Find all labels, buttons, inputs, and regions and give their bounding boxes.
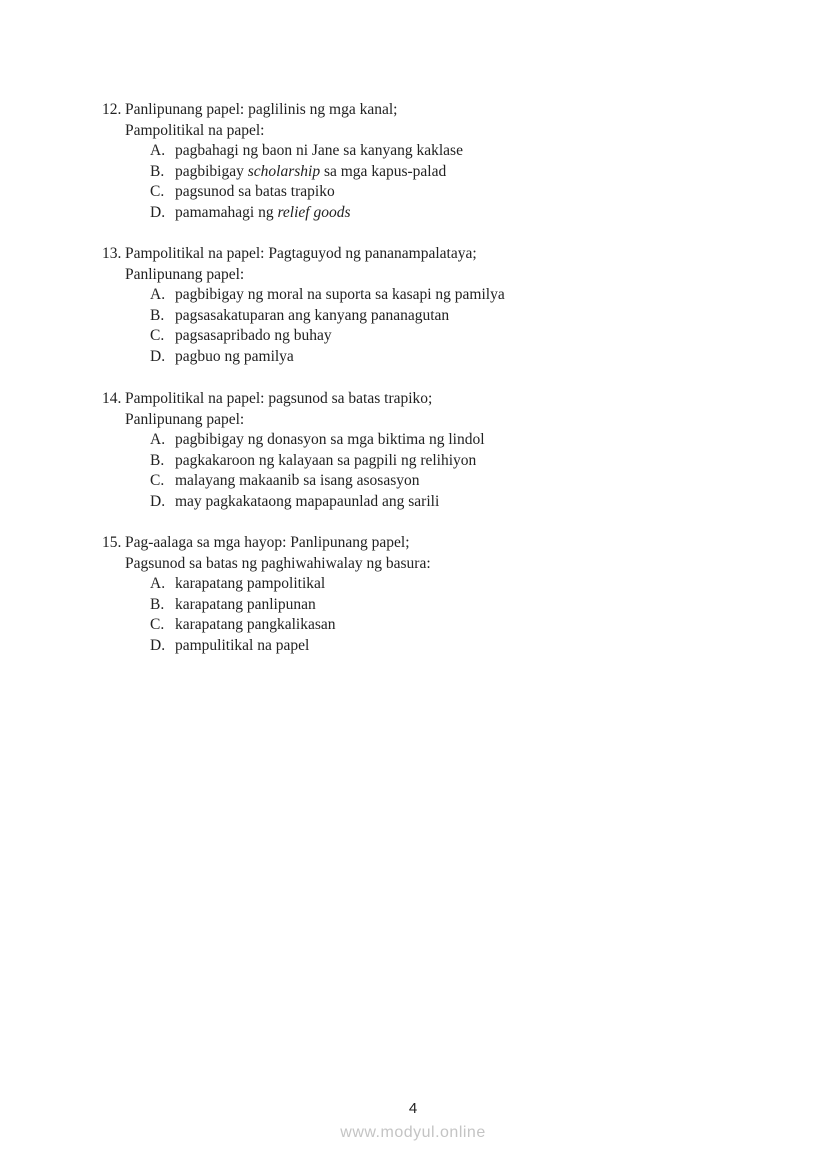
option-text-part: pampulitikal na papel <box>175 636 310 654</box>
option-text <box>175 636 309 657</box>
option-text <box>175 451 476 472</box>
option-text-part: pagsunod sa batas trapiko <box>175 183 335 201</box>
question-stem-line <box>0 265 826 286</box>
option-text <box>175 595 316 616</box>
option-italic-term: scholarship <box>247 162 321 180</box>
option-text-part: pagsasakatuparan ang kanyang pananagutan <box>175 306 450 324</box>
answer-option <box>0 141 826 162</box>
option-letter: A. <box>150 575 166 593</box>
question-13 <box>0 244 826 368</box>
question-stem-line <box>0 244 826 265</box>
option-text-part: malayang makaanib sa isang asosasyon <box>175 472 420 490</box>
question-stem-text: Pagsunod sa batas ng paghiwahiwalay ng basura: <box>125 554 431 572</box>
option-text-part: pagbuo ng pamilya <box>175 347 294 365</box>
question-number: 14. <box>102 390 122 407</box>
answer-option <box>0 595 826 616</box>
option-text <box>175 574 325 595</box>
question-15 <box>0 533 826 657</box>
option-letter: A. <box>150 142 166 160</box>
option-letter: B. <box>150 162 165 180</box>
option-text <box>175 492 439 513</box>
question-stem-line <box>0 410 826 431</box>
option-text <box>175 430 485 451</box>
option-text <box>175 347 294 368</box>
question-number: 12. <box>102 101 122 118</box>
page-number: 4 <box>408 1100 418 1117</box>
option-letter: D. <box>150 203 166 221</box>
option-text-part: pagsasapribado ng buhay <box>175 327 332 345</box>
answer-option <box>0 471 826 492</box>
option-text <box>175 182 335 203</box>
question-stem-text: Pampolitikal na papel: pagsunod sa batas trapiko; <box>125 390 433 407</box>
question-stem-text: Panlipunang papel: paglilinis ng mga kanal; <box>125 101 398 118</box>
option-text-part: pamamahagi ng <box>175 203 278 221</box>
watermark: www.modyul.online <box>340 1124 486 1141</box>
option-letter: B. <box>150 306 165 324</box>
answer-option <box>0 574 826 595</box>
question-stem-line <box>0 554 826 575</box>
question-stem-line <box>0 533 826 554</box>
answer-option <box>0 203 826 224</box>
question-number: 13. <box>102 245 122 262</box>
option-text <box>175 471 420 492</box>
answer-option <box>0 326 826 347</box>
option-text <box>175 306 449 327</box>
question-14 <box>0 389 826 513</box>
question-stem-text: Pag-aalaga sa mga hayop: Panlipunang papel; <box>125 534 410 551</box>
answer-option <box>0 162 826 183</box>
option-text-part: pagbibigay <box>175 162 248 180</box>
option-text-part: karapatang panlipunan <box>175 595 316 613</box>
option-letter: D. <box>150 636 166 654</box>
option-text-part: pagkakaroon ng kalayaan sa pagpili ng relihiyon <box>175 451 477 469</box>
answer-option <box>0 285 826 306</box>
option-letter: A. <box>150 431 166 449</box>
option-text-part: may pagkakataong mapapaunlad ang sarili <box>175 492 440 510</box>
option-text-part: pagbibigay ng donasyon sa mga biktima ng lindol <box>175 431 485 449</box>
answer-option <box>0 615 826 636</box>
question-stem-text: Panlipunang papel: <box>125 265 245 283</box>
option-text <box>175 141 463 162</box>
answer-option <box>0 347 826 368</box>
option-letter: A. <box>150 286 166 304</box>
option-italic-term: relief goods <box>277 203 351 221</box>
option-text-part: karapatang pangkalikasan <box>175 616 336 634</box>
option-letter: C. <box>150 183 165 201</box>
answer-option <box>0 492 826 513</box>
question-12 <box>0 100 826 224</box>
question-stem-line <box>0 389 826 410</box>
question-stem-line <box>0 121 826 142</box>
option-text-part: pagbibigay ng moral na suporta sa kasapi ng pamilya <box>175 286 505 304</box>
answer-option <box>0 636 826 657</box>
option-letter: C. <box>150 327 165 345</box>
option-text <box>175 615 336 636</box>
question-stem-text: Panlipunang papel: <box>125 410 245 428</box>
option-text-part: karapatang pampolitikal <box>175 575 326 593</box>
answer-option <box>0 306 826 327</box>
option-letter: B. <box>150 451 165 469</box>
option-letter: C. <box>150 616 165 634</box>
question-stem-text: Pampolitikal na papel: <box>125 121 265 139</box>
answer-option <box>0 430 826 451</box>
option-text <box>175 203 351 224</box>
option-text <box>175 326 332 347</box>
answer-option <box>0 182 826 203</box>
option-text-part: sa mga kapus-palad <box>320 162 447 180</box>
question-stem-line <box>0 100 826 121</box>
question-stem-text: Pampolitikal na papel: Pagtaguyod ng pananampalataya; <box>125 245 477 262</box>
option-letter: C. <box>150 472 165 490</box>
question-number: 15. <box>102 534 122 551</box>
option-text <box>175 285 505 306</box>
option-letter: D. <box>150 347 166 365</box>
option-text-part: pagbahagi ng baon ni Jane sa kanyang kaklase <box>175 142 463 160</box>
option-letter: D. <box>150 492 166 510</box>
answer-option <box>0 451 826 472</box>
option-text <box>175 162 446 183</box>
option-letter: B. <box>150 595 165 613</box>
